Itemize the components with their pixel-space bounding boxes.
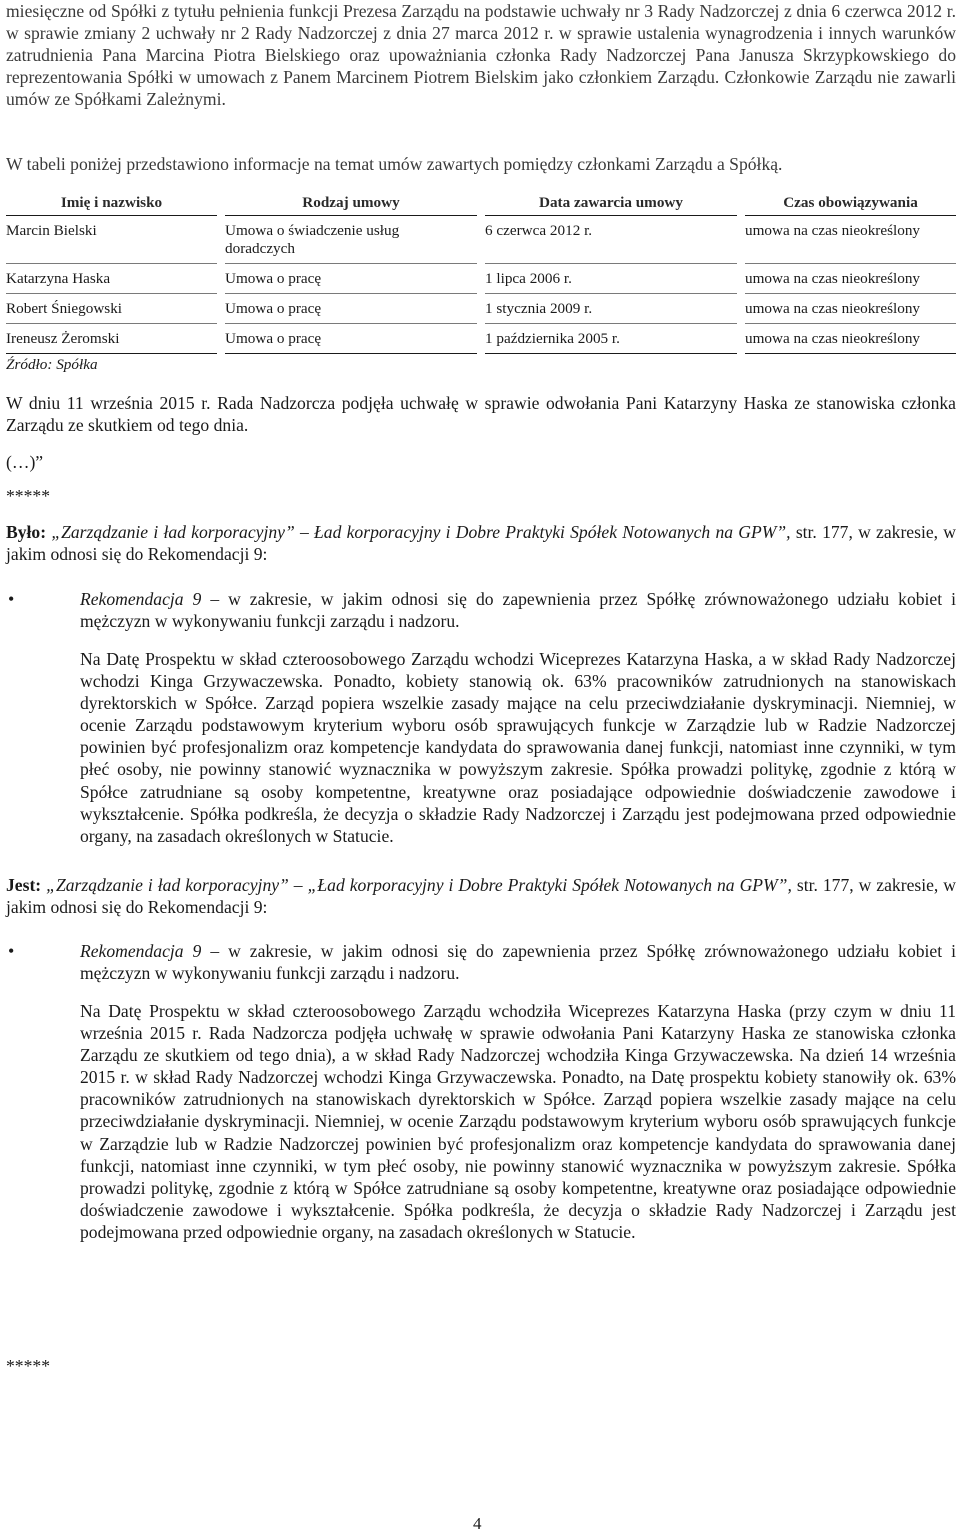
table-row xyxy=(6,264,956,294)
jest-rec-title: Rekomendacja 9 xyxy=(80,941,202,961)
cell-duration: umowa na czas nieokreślony xyxy=(741,294,956,324)
jest-recommendation: Rekomendacja 9 – w zakresie, w jakim odnosi się do zapewnienia przez Spółkę zrównoważonego udziału kobiet i mężczyzn w wykonywaniu funkcji zarządu i nadzoru. xyxy=(80,941,956,984)
cell-contract-date: 1 stycznia 2009 r. xyxy=(481,294,741,324)
table-lead-paragraph: W tabeli poniżej przedstawiono informacje na temat umów zawartych pomiędzy członkami Zarządu a Spółką. xyxy=(6,154,783,174)
cell-duration: umowa na czas nieokreślony xyxy=(741,264,956,294)
jest-heading-text: „Zarządzanie i ład korporacyjny” – „Ład korporacyjny i Dobre Praktyki Spółek Notowanych na GPW”, xyxy=(46,875,792,895)
bylo-heading-tail: str. 177, w zakresie, w jakim odnosi się do Rekomendacji 9: xyxy=(6,522,956,565)
cell-contract-date: 1 października 2005 r. xyxy=(481,324,741,354)
jest-rec-text: w zakresie, w jakim odnosi się do zapewnienia przez Spółkę zrównoważonego udziału kobiet i mężczyzn w wykonywaniu funkcji zarządu i nadzoru. xyxy=(80,941,956,984)
table-row xyxy=(6,294,956,324)
jest-heading-tail: str. 177, w zakresie, w jakim odnosi się do Rekomendacji 9: xyxy=(6,875,957,918)
table-header-row xyxy=(6,192,956,216)
jest-body: Na Datę Prospektu w skład czteroosobowego Zarządu wchodziła Wiceprezes Katarzyna Haska (przy czym w dniu 11 września 2015 r. Rada Nadzorcza podjęła uchwałę w sprawie odwołania Pani Katarzyny Haska ze stanowiska członka Zarządu ze skutkiem od tego dnia), a w skład Rady Nadzorczej wchodziła Kinga Grzywaczewska. Na dzień 14 września 2015 r. w skład Rady Nadzorczej wchodzi Kinga Grzywaczewska. Ponadto, na Datę prospektu kobiety stanowiły ok. 63% pracowników zatrudnionych na stanowiskach dyrektorskich w Spółce. Zarząd popiera wszelkie zasady mające na celu przeciwdziałanie dyskryminacji. Niemniej, w ocenie Zarządu podstawowym kryterium wyboru osób sprawujących funkcje w Zarządzie lub w Radzie Nadzorczej powinien być profesjonalizm oraz kompetencje kandydata do sprawowania danej funkcji, natomiast inne czynniki, w tym płeć osoby, nie powinny stanowić wyznacznika w powyższym zakresie. Spółka prowadzi politykę, zgodnie z którą w Spółce zatrudniane są osoby kompetentne, kreatywne oraz posiadające odpowiednie doświadczenie zawodowe i wykształcenie. Spółka podkreśla, że decyzja o składzie Rady Nadzorczej i Zarządu jest podejmowana przed odpowiednie organy, na zasadach określonych w Statucie. xyxy=(80,1001,956,1242)
cell-contract-date: 6 czerwca 2012 r. xyxy=(481,216,741,264)
ellipsis-marker: (…)” xyxy=(6,452,44,472)
board-contracts-table xyxy=(6,192,956,354)
cell-duration: umowa na czas nieokreślony xyxy=(741,216,956,264)
header-contract-type: Rodzaj umowy xyxy=(221,192,481,216)
jest-label: Jest: xyxy=(6,875,42,895)
separator-stars-bottom: ***** xyxy=(6,1356,50,1376)
cell-name: Katarzyna Haska xyxy=(6,264,221,294)
page-number: 4 xyxy=(473,1514,482,1533)
cell-name: Marcin Bielski xyxy=(6,216,221,264)
cell-duration: umowa na czas nieokreślony xyxy=(741,324,956,354)
cell-contract-type: Umowa o pracę xyxy=(221,294,481,324)
bylo-heading-text: „Zarządzanie i ład korporacyjny” – Ład korporacyjny i Dobre Praktyki Spółek Notowanych na GPW”, xyxy=(51,522,791,542)
header-name: Imię i nazwisko xyxy=(6,192,221,216)
cell-name: Robert Śniegowski xyxy=(6,294,221,324)
cell-contract-type: Umowa o pracę xyxy=(221,324,481,354)
bylo-label: Było: xyxy=(6,522,47,542)
cell-contract-date: 1 lipca 2006 r. xyxy=(481,264,741,294)
bylo-rec-text: w zakresie, w jakim odnosi się do zapewnienia przez Spółkę zrównoważonego udziału kobiet i mężczyzn w wykonywaniu funkcji zarządu i nadzoru. xyxy=(80,589,956,632)
bylo-heading xyxy=(6,521,956,565)
header-contract-date: Data zawarcia umowy xyxy=(481,192,741,216)
bylo-bullet: • xyxy=(8,589,15,609)
jest-bullet: • xyxy=(8,941,15,961)
header-duration: Czas obowiązywania xyxy=(741,192,956,216)
table-row xyxy=(6,324,956,354)
cell-contract-type: Umowa o świadczenie usług doradczych xyxy=(221,216,481,264)
table-source-note: Źródło: Spółka xyxy=(6,356,98,373)
jest-heading xyxy=(6,874,956,918)
bylo-recommendation: Rekomendacja 9 – w zakresie, w jakim odnosi się do zapewnienia przez Spółkę zrównoważonego udziału kobiet i mężczyzn w wykonywaniu funkcji zarządu i nadzoru. xyxy=(80,589,956,632)
cell-name: Ireneusz Żeromski xyxy=(6,324,221,354)
intro-paragraph: miesięczne od Spółki z tytułu pełnienia funkcji Prezesa Zarządu na podstawie uchwały nr 3 Rady Nadzorczej z dnia 6 czerwca 2012 r. w sprawie zmiany 2 uchwały nr 2 Rady Nadzorczej z dnia 27 marca 2012 r. w sprawie ustalenia wynagrodzenia i innych warunków zatrudnienia Pana Marcina Piotra Bielskiego oraz upoważniania członka Rady Nadzorczej Pana Janusza Skrzypkowskiego do reprezentowania Spółki w umowach z Panem Marcinem Piotrem Bielskim jako członkiem Zarządu. Członkowie Zarządu nie zawarli umów ze Spółkami Zależnymi. xyxy=(6,1,956,110)
cell-contract-type: Umowa o pracę xyxy=(221,264,481,294)
resolution-paragraph: W dniu 11 września 2015 r. Rada Nadzorcza podjęła uchwałę w sprawie odwołania Pani Katarzyny Haska ze stanowiska członka Zarządu ze skutkiem od tego dnia. xyxy=(6,393,956,436)
bylo-body: Na Datę Prospektu w skład czteroosobowego Zarządu wchodzi Wiceprezes Katarzyna Haska, a w skład Rady Nadzorczej wchodzi Kinga Grzywaczewska. Ponadto, kobiety stanowią ok. 63% pracowników zatrudnionych na stanowiskach dyrektorskich w Spółce. Zarząd popiera wszelkie zasady mające na celu przeciwdziałanie dyskryminacji. Niemniej, w ocenie Zarządu podstawowym kryterium wyboru osób sprawujących funkcje w Zarządzie lub w Radzie Nadzorczej powinien być profesjonalizm oraz kompetencje kandydata do sprawowania danej funkcji, natomiast inne czynniki, w tym płeć osoby, nie powinny stanowić wyznacznika w powyższym zakresie. Spółka prowadzi politykę, zgodnie z którą w Spółce zatrudniane są osoby kompetentne, kreatywne oraz posiadające odpowiednie doświadczenie zawodowe i wykształcenie. Spółka podkreśla, że decyzja o składzie Rady Nadzorczej i Zarządu jest podejmowana przed odpowiednie organy, na zasadach określonych w Statucie. xyxy=(80,649,956,846)
bylo-rec-title: Rekomendacja 9 xyxy=(80,589,202,609)
separator-stars: ***** xyxy=(6,486,50,506)
table-row xyxy=(6,216,956,264)
